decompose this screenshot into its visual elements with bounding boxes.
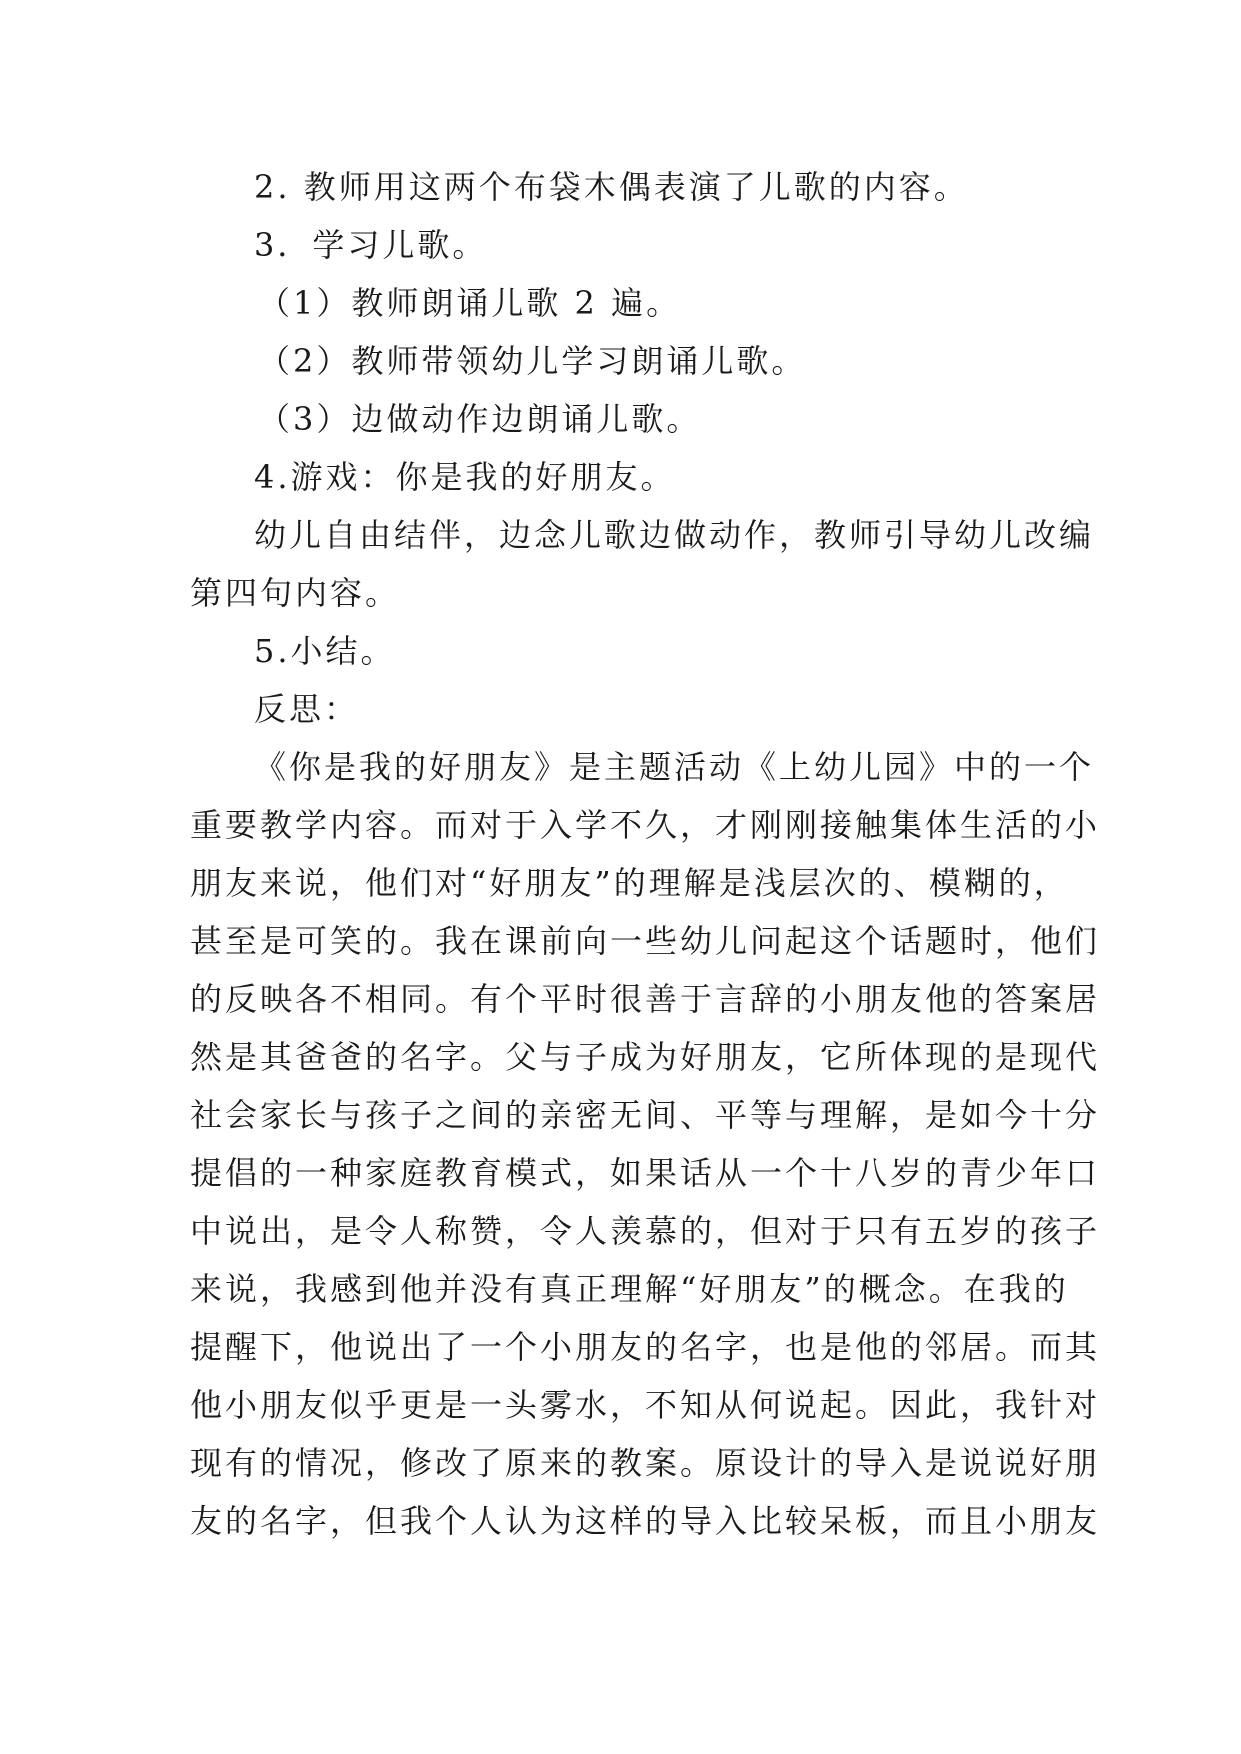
- substep-2-line: （2）教师带领幼儿学习朗诵儿歌。: [258, 342, 807, 380]
- reflection-line: 提醒下，他说出了一个小朋友的名字，也是他的邻居。而其: [190, 1328, 1101, 1366]
- substep-1-line: （1）教师朗诵儿歌 2 遍。: [258, 284, 682, 322]
- step-2-line: 2. 教师用这两个布袋木偶表演了儿歌的内容。: [254, 168, 969, 206]
- reflection-line: 的反映各不相同。有个平时很善于言辞的小朋友他的答案居: [190, 980, 1101, 1018]
- step-4-line: 4.游戏：你是我的好朋友。: [254, 458, 676, 496]
- substep-3-line: （3）边做动作边朗诵儿歌。: [258, 400, 702, 438]
- reflection-line: 中说出，是令人称赞，令人羡慕的，但对于只有五岁的孩子: [190, 1212, 1101, 1250]
- reflection-line: 然是其爸爸的名字。父与子成为好朋友，它所体现的是现代: [190, 1038, 1101, 1076]
- reflection-line: 他小朋友似乎更是一头雾水，不知从何说起。因此，我针对: [190, 1386, 1101, 1424]
- reflection-line: 提倡的一种家庭教育模式，如果话从一个十八岁的青少年口: [190, 1154, 1101, 1192]
- step-3-line: 3．学习儿歌。: [254, 226, 488, 264]
- game-paragraph-line: 幼儿自由结伴，边念儿歌边做动作，教师引导幼儿改编: [254, 516, 1095, 554]
- reflection-line: 社会家长与孩子之间的亲密无间、平等与理解，是如今十分: [190, 1096, 1101, 1134]
- reflection-heading: 反思：: [254, 690, 360, 728]
- reflection-line: 来说，我感到他并没有真正理解“好朋友”的概念。在我的: [190, 1270, 1069, 1308]
- game-paragraph-line: 第四句内容。: [190, 574, 401, 612]
- reflection-line: 朋友来说，他们对“好朋友”的理解是浅层次的、模糊的，: [190, 864, 1069, 902]
- reflection-line: 甚至是可笑的。我在课前向一些幼儿问起这个话题时，他们: [190, 922, 1101, 960]
- reflection-line: 重要教学内容。而对于入学不久，才刚刚接触集体生活的小: [190, 806, 1101, 844]
- reflection-line: 现有的情况，修改了原来的教案。原设计的导入是说说好朋: [190, 1444, 1101, 1482]
- reflection-line: 友的名字，但我个人认为这样的导入比较呆板，而且小朋友: [190, 1502, 1101, 1540]
- reflection-line: 《你是我的好朋友》是主题活动《上幼儿园》中的一个: [254, 748, 1095, 786]
- step-5-line: 5.小结。: [254, 632, 396, 670]
